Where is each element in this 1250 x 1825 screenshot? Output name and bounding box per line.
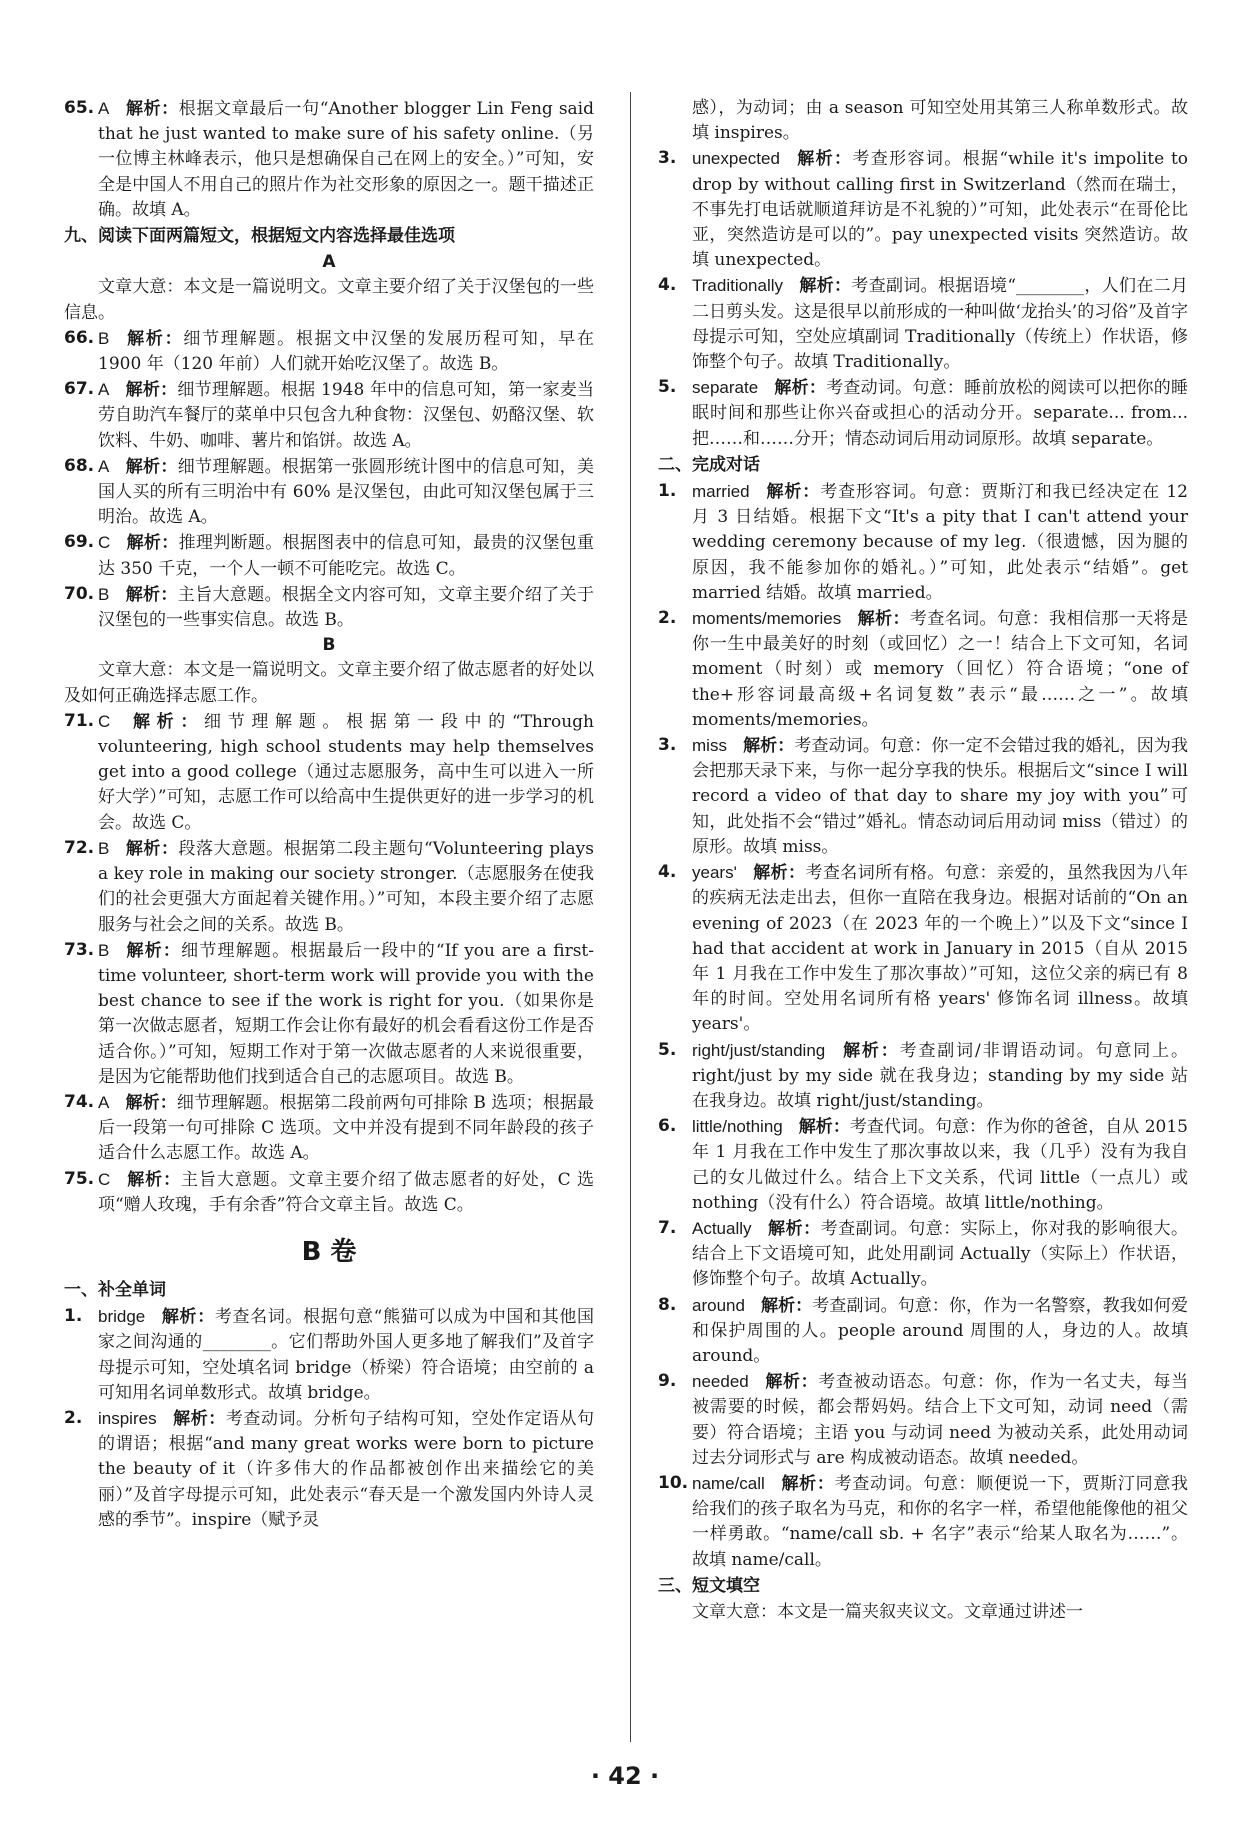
column-divider	[630, 92, 631, 1742]
analysis-tag: 解析：	[841, 1040, 900, 1061]
analysis-text: 细节理解题。根据最后一段中的“If you are a first-time volunteer, short-term work will provide you with the best chance to see if the work is right for you.（如果你是第一次做志愿者，短期工作会让你有最好的机会看看这份工作是否适合你。）”可知，短期工作对于第一次做志愿者的人来说很重要，是因为它能帮助他们找到适合自己的志愿项目。故选 B。	[98, 940, 595, 1087]
answer-key: C	[98, 533, 111, 553]
analysis-tag: 解析：	[742, 736, 795, 757]
answer-key: little/nothing	[692, 1117, 783, 1137]
answer-c1	[658, 479, 1188, 606]
analysis-text: 感），为动词；由 a season 可知空处用其第三人称单数形式。故填 inspires。	[692, 98, 1188, 144]
answer-key: name/call	[692, 1473, 765, 1493]
answer-c10	[658, 1471, 1188, 1573]
analysis-text: 考查副词。句意：你，作为一名警察，教我如何爱和保护周围的人。people around 周围的人，身边的人。故填 around。	[692, 1295, 1189, 1366]
item-number: 72.	[64, 837, 95, 858]
passage-a-summary: 文章大意：本文是一篇说明文。文章主要介绍了关于汉堡包的一些信息。	[64, 277, 594, 323]
answer-75	[64, 1167, 594, 1218]
answer-key: unexpected	[692, 149, 780, 169]
analysis-tag: 解析：	[125, 1092, 177, 1113]
analysis-text: 段落大意题。根据第二段主题句“Volunteering plays a key role in making our society stronger.（志愿服务在使我们的社会更强大方面起着关键作用。）”可知，本段主要介绍了志愿服务与社会之间的关系。故选 B。	[98, 838, 594, 935]
analysis-text: 考查代词。句意：作为你的爸爸，自从 2015 年 1 月我在工作中发生了那次事故以来，我（几乎）没有为我自己的女儿做过什么。结合上下文关系，代词 little（一点儿）或 nothing（没有什么）符合语境。故填 little/nothing。	[692, 1117, 1188, 1213]
analysis-tag: 解析：	[172, 1408, 226, 1429]
answer-key: A	[98, 456, 110, 476]
answer-65	[64, 96, 594, 223]
answer-key: Traditionally	[692, 276, 784, 296]
answer-key: years'	[692, 863, 737, 883]
item-number: 65.	[64, 98, 95, 118]
item-number: 4.	[658, 862, 677, 883]
analysis-text: 考查副词。根据语境“________，人们在二月二日剪头发。这是很早以前形成的一种叫做‘龙抬头’的习俗”及首字母提示可知，空处应填副词 Traditionally（传统上）作状语，修饰整个句子。故填 Traditionally。	[692, 276, 1188, 373]
answer-key: Actually	[692, 1218, 752, 1238]
item-number: 66.	[64, 327, 95, 348]
item-number: 5.	[658, 1039, 677, 1060]
analysis-tag: 解析：	[752, 863, 806, 884]
analysis-text: 根据文章最后一句“Another blogger Lin Feng said that he just wanted to make sure of his safety online.（另一位博主林峰表示，他只是想确保自己在网上的安全。）”可知，安全是中国人不用自己的照片作为社交形象的原因之一。题干描述正确。故填 A。	[98, 99, 594, 220]
analysis-text: 考查动词。句意：你一定不会错过我的婚礼，因为我会把那天录下来，与你一起分享我的快乐。根据后文“since I will record a video of that day to share my joy with you”可知，此处指不会“错过”婚礼。情态动词后用动词 miss（错过）的原形。故填 miss。	[692, 736, 1188, 857]
analysis-tag: 解析：	[126, 1169, 182, 1190]
analysis-tag: 解析：	[767, 1218, 821, 1239]
answer-key: moments/memories	[692, 609, 842, 629]
analysis-tag: 解析：	[125, 380, 178, 401]
passage-b-summary: 文章大意：本文是一篇说明文。文章主要介绍了做志愿者的好处以及如何正确选择志愿工作。	[64, 660, 594, 706]
analysis-text: 考查名词。句意：我相信那一天将是你一生中最美好的时刻（或回忆）之一！结合上下文可知，名词 moment（时刻）或 memory（回忆）符合语境；“one of the+形容词最高级+名词复数”表示“最……之一”。故填 moments/memories。	[692, 609, 1189, 730]
analysis-text: 细节理解题。根据 1948 年中的信息可知，第一家麦当劳自助汽车餐厅的菜单中只包含九种食物：汉堡包、奶酪汉堡、软饮料、牛奶、咖啡、薯片和馅饼。故选 A。	[98, 380, 594, 451]
analysis-tag: 解析：	[126, 711, 205, 732]
answer-key: married	[692, 482, 750, 502]
analysis-tag: 解析：	[780, 1473, 835, 1494]
answer-b2-continued	[658, 96, 1188, 146]
item-number: 71.	[64, 710, 95, 731]
answer-c5	[658, 1038, 1188, 1115]
item-number: 7.	[658, 1217, 677, 1238]
analysis-tag: 解析：	[125, 940, 182, 961]
analysis-text: 考查形容词。句意：贾斯汀和我已经决定在 12 月 3 日结婚。根据下文“It's a pity that I can't attend your wedding ceremony because of my leg.（很遗憾，因为腿的原因，我不能参加你的婚礼。）”可知，此处表示“结婚”。get married 结婚。故填 married。	[692, 482, 1188, 603]
item-number: 67.	[64, 379, 95, 400]
item-number: 73.	[64, 939, 95, 960]
item-number: 1.	[658, 481, 677, 502]
passage-b-title: B	[322, 635, 336, 656]
answer-c2	[658, 606, 1188, 733]
analysis-text: 考查动词。句意：顺便说一下，贾斯汀同意我给我们的孩子取名为马克，和你的名字一样，希望他能像他的祖父一样勇敢。“name/call sb. + 名字”表示“给某人取名为……”。故填 name/call。	[692, 1473, 1189, 1570]
analysis-tag: 解析：	[125, 584, 178, 605]
answer-67	[64, 377, 594, 454]
item-number: 4.	[658, 275, 677, 296]
answer-key: B	[98, 584, 110, 604]
answer-key: needed	[692, 1372, 749, 1392]
answer-key: A	[98, 380, 110, 400]
answer-66	[64, 326, 594, 377]
answer-c6	[658, 1114, 1188, 1216]
answer-key: separate	[692, 378, 759, 398]
answer-74	[64, 1090, 594, 1167]
answer-key: B	[98, 940, 110, 960]
analysis-text: 细节理解题。根据第二段前两句可排除 B 选项；根据最后一段第一句可排除 C 选项。文中并没有提到不同年龄段的孩子适合什么志愿工作。故选 A。	[98, 1092, 594, 1164]
analysis-tag: 解析：	[125, 838, 179, 859]
item-number: 6.	[658, 1116, 677, 1137]
passage-fill-summary: 文章大意：本文是一篇夹叙夹议文。文章通过讲述一	[692, 1601, 1083, 1622]
item-number: 9.	[658, 1371, 677, 1392]
analysis-tag: 解析：	[125, 99, 179, 119]
answer-c8	[658, 1293, 1188, 1370]
analysis-tag: 解析：	[795, 149, 853, 170]
answer-c9	[658, 1369, 1188, 1471]
answer-key: C	[98, 711, 111, 731]
part-b-title: B 卷	[301, 1236, 357, 1267]
answer-b4	[658, 273, 1188, 375]
analysis-tag: 解析：	[760, 1295, 813, 1316]
answer-key: A	[98, 99, 110, 118]
analysis-tag: 解析：	[764, 1372, 819, 1393]
analysis-text: 细节理解题。根据第一张圆形统计图中的信息可知，美国人买的所有三明治中有 60% 是汉堡包，由此可知汉堡包属于三明治。故选 A。	[98, 456, 595, 528]
analysis-text: 推理判断题。根据图表中的信息可知，最贵的汉堡包重达 350 千克，一个人一顿不可能吃完。故选 C。	[98, 533, 595, 579]
answer-key: B	[98, 838, 110, 858]
analysis-text: 考查形容词。根据“while it's impolite to drop by without calling first in Switzerland（然而在瑞士，不事先打电话就顺道拜访是不礼貌的）”可知，此处表示“在哥伦比亚，突然造访是可以的”。pay unexpected visits 突然造访。故填 unexpected。	[692, 149, 1189, 271]
answer-key: C	[98, 1169, 111, 1189]
answer-73	[64, 938, 594, 1090]
item-number: 2.	[658, 608, 677, 629]
answer-key: bridge	[98, 1307, 146, 1327]
answer-71	[64, 709, 594, 836]
section-heading-complete-words: 一、补全单词	[64, 1279, 166, 1300]
analysis-text: 主旨大意题。文章主要介绍了做志愿者的好处，C 选项“赠人玫瑰，手有余香”符合文章主旨。故选 C。	[98, 1169, 595, 1215]
analysis-tag: 解析：	[161, 1307, 215, 1328]
item-number: 3.	[658, 735, 677, 756]
answer-c7	[658, 1216, 1188, 1293]
right-column	[658, 96, 1188, 1625]
analysis-tag: 解析：	[125, 328, 184, 349]
item-number: 3.	[658, 148, 677, 169]
answer-70	[64, 582, 594, 633]
section-heading-passage-fill: 三、短文填空	[658, 1575, 760, 1596]
answer-c4	[658, 860, 1188, 1037]
analysis-text: 主旨大意题。根据全文内容可知，文章主要介绍了关于汉堡包的一些事实信息。故选 B。	[98, 584, 595, 631]
answer-key: inspires	[98, 1408, 157, 1428]
item-number: 69.	[64, 532, 95, 553]
left-column	[64, 96, 594, 1533]
analysis-text: 考查动词。句意：睡前放松的阅读可以把你的睡眠时间和那些让你兴奋或担心的活动分开。separate... from... 把……和……分开；情态动词后用动词原形。故填 separate。	[692, 378, 1189, 449]
passage-a-title: A	[322, 252, 336, 273]
answer-key: miss	[692, 736, 727, 756]
analysis-tag: 解析：	[774, 378, 827, 399]
analysis-text: 考查被动语态。句意：你，作为一名丈夫，每当被需要的时候，都会帮妈妈。结合上下文可知，动词 need（需要）符合语境；主语 you 与动词 need 为被动关系，此处用动词过去分词形式与 are 构成被动语态。故填 needed。	[692, 1372, 1189, 1468]
analysis-text: 考查副词。句意：实际上，你对我的影响很大。结合上下文语境可知，此处用副词 Actually（实际上）作状语，修饰整个句子。故填 Actually。	[692, 1218, 1188, 1290]
item-number: 75.	[64, 1168, 95, 1189]
analysis-tag: 解析：	[799, 276, 852, 297]
analysis-text: 细节理解题。根据第一段中的“Through volunteering, high school students may help themselves get into a good college（通过志愿服务，高中生可以进入一所好大学）”可知，志愿工作可以给高中生提供更好的进一步学习的机会。故选 C。	[98, 711, 595, 833]
analysis-tag: 解析：	[125, 456, 178, 477]
analysis-tag: 解析：	[765, 482, 821, 503]
answer-68	[64, 454, 594, 531]
answer-c3	[658, 733, 1188, 860]
item-number: 1.	[64, 1306, 83, 1327]
answer-b5	[658, 375, 1188, 452]
analysis-text: 考查副词/非谓语动词。句意同上。right/just by my side 就在我身边；standing by my side 站在我身边。故填 right/just/standing。	[692, 1040, 1188, 1111]
analysis-text: 考查名词。根据句意“熊猫可以成为中国和其他国家之间沟通的________。它们帮助外国人更多地了解我们”及首字母提示可知，空处填名词 bridge（桥梁）符合语境；由空前的 a 可知用名词单数形式。故填 bridge。	[98, 1307, 594, 1403]
answer-key: around	[692, 1295, 745, 1315]
analysis-text: 细节理解题。根据文中汉堡的发展历程可知，早在 1900 年（120 年前）人们就开始吃汉堡了。故选 B。	[98, 328, 595, 375]
page-number: · 42 ·	[590, 1762, 660, 1790]
item-number: 68.	[64, 455, 95, 476]
answer-72	[64, 836, 594, 938]
analysis-tag: 解析：	[126, 533, 179, 554]
answer-b3	[658, 146, 1188, 273]
item-number: 5.	[658, 377, 677, 398]
item-number: 10.	[658, 1472, 689, 1493]
answer-69	[64, 530, 594, 581]
section-heading-9: 九、阅读下面两篇短文，根据短文内容选择最佳选项	[64, 226, 455, 247]
item-number: 70.	[64, 583, 95, 604]
answer-b2	[64, 1406, 594, 1533]
answer-key: B	[98, 328, 110, 348]
analysis-tag: 解析：	[798, 1117, 850, 1138]
analysis-text: 考查动词。分析句子结构可知，空处作定语从句的谓语；根据“and many great works were born to picture the beauty of it（许多伟大的作品都被创作出来描绘它的美丽）”及首字母提示可知，此处表示“春天是一个激发国内外诗人灵感的季节”。inspire（赋予灵	[98, 1408, 594, 1530]
answer-key: right/just/standing	[692, 1040, 826, 1060]
item-number: 74.	[64, 1091, 95, 1112]
analysis-tag: 解析：	[857, 609, 910, 630]
section-heading-dialogue: 二、完成对话	[658, 454, 760, 475]
item-number: 8.	[658, 1294, 677, 1315]
answer-b1	[64, 1304, 594, 1406]
item-number: 2.	[64, 1407, 83, 1428]
analysis-text: 考查名词所有格。句意：亲爱的，虽然我因为八年的疾病无法走出去，但你一直陪在我身边。根据对话前的“On an evening of 2023（在 2023 年的一个晚上）”以及下文“since I had that accident at work in January in 2015（自从 2015 年 1 月我在工作中发生了那次事故）”可知，这位父亲的病已有 8 年的时间。空处用名词所有格 years' 修饰名词 illness。故填 years'。	[692, 863, 1189, 1035]
answer-key: A	[98, 1092, 110, 1112]
